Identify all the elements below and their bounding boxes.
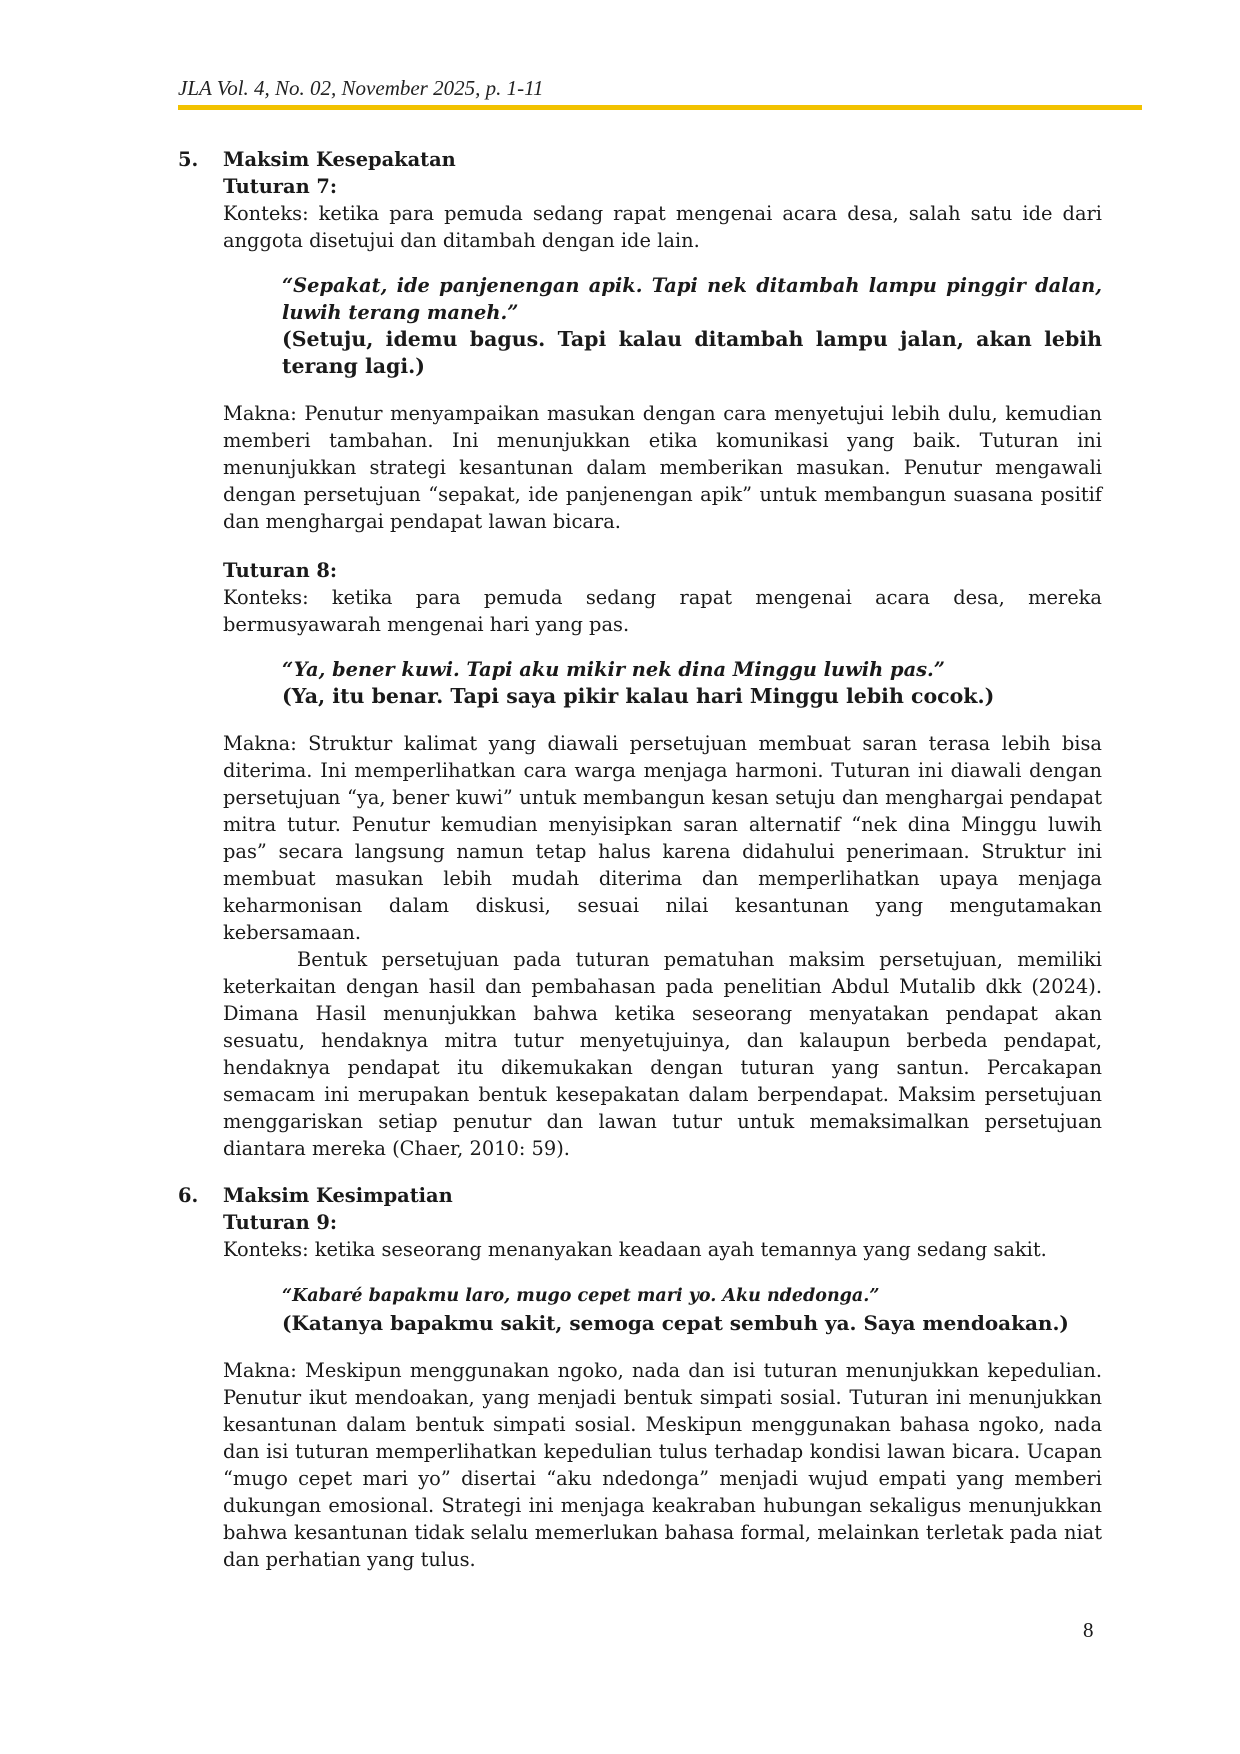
quote-block [282, 272, 1102, 380]
section-number: 5. [178, 148, 199, 171]
context-paragraph: Konteks: ketika seseorang menanyakan keadaan ayah temannya yang sedang sakit. [223, 1238, 1047, 1261]
context-paragraph: Konteks: ketika para pemuda sedang rapat mengenai acara desa, salah satu ide dari anggota disetujui dan ditambah dengan ide lain. [223, 202, 1102, 252]
section-title: Maksim Kesimpatian [223, 1184, 453, 1207]
quote-block [282, 656, 1102, 710]
javanese-quote: “Kabaré bapakmu laro, mugo cepet mari yo. Aku ndedonga.” [282, 1286, 880, 1306]
section-body [223, 146, 1102, 1162]
utterance-label: Tuturan 7: [223, 175, 338, 198]
utterance-label: Tuturan 9: [223, 1211, 338, 1234]
section-5 [178, 146, 1102, 1162]
header-rule [178, 105, 1142, 110]
section-number: 6. [178, 1184, 199, 1207]
meaning-paragraph: Makna: Meskipun menggunakan ngoko, nada dan isi tuturan menunjukkan kepedulian. Penutur ikut mendoakan, yang menjadi bentuk simpati sosial. Tuturan ini menunjukkan kesantunan dalam bentuk simpati sosial. Meskipun menggunakan bahasa ngoko, nada dan isi tuturan memperlihatkan kepedulian tulus terhadap kondisi lawan bicara. Ucapan “mugo cepet mari yo” disertai “aku ndedonga” menjadi wujud empati yang memberi dukungan emosional. Strategi ini menjaga keakraban hubungan sekaligus menunjukkan bahwa kesantunan tidak selalu memerlukan bahasa formal, melainkan terletak pada niat dan perhatian yang tulus. [223, 1359, 1102, 1571]
quote-translation: (Setuju, idemu bagus. Tapi kalau ditambah lampu jalan, akan lebih terang lagi.) [282, 327, 1102, 378]
running-head: JLA Vol. 4, No. 02, November 2025, p. 1-11 [178, 76, 544, 100]
quote-translation: (Ya, itu benar. Tapi saya pikir kalau hari Minggu lebih cocok.) [282, 684, 995, 708]
javanese-quote: “Ya, bener kuwi. Tapi aku mikir nek dina Minggu luwih pas.” [282, 658, 945, 681]
page-number: 8 [1083, 1618, 1094, 1642]
meaning-paragraph: Makna: Penutur menyampaikan masukan dengan cara menyetujui lebih dulu, kemudian memberi tambahan. Ini menunjukkan etika komunikasi yang baik. Tuturan ini menunjukkan strategi kesantunan dalam memberikan masukan. Penutur mengawali dengan persetujuan “sepakat, ide panjenengan apik” untuk membangun suasana positif dan menghargai pendapat lawan bicara. [223, 402, 1102, 533]
quote-block [282, 1283, 1102, 1337]
section-body [223, 1182, 1102, 1573]
discussion-paragraph: Bentuk persetujuan pada tuturan pematuhan maksim persetujuan, memiliki keterkaitan dengan hasil dan pembahasan pada penelitian Abdul Mutalib dkk (2024). Dimana Hasil menunjukkan bahwa ketika seseorang menyatakan pendapat akan sesuatu, hendaknya mitra tutur menyetujuinya, dan kalaupun berbeda pendapat, hendaknya pendapat itu dikemukakan dengan tuturan yang santun. Percakapan semacam ini merupakan bentuk kesepakatan dalam berpendapat. Maksim persetujuan menggariskan setiap penutur dan lawan tutur untuk memaksimalkan persetujuan diantara mereka (Chaer, 2010: 59). [223, 948, 1102, 1160]
utterance-label: Tuturan 8: [223, 559, 338, 582]
quote-translation: (Katanya bapakmu sakit, semoga cepat sembuh ya. Saya mendoakan.) [282, 1311, 1069, 1335]
page-body [178, 146, 1102, 1573]
meaning-paragraph: Makna: Struktur kalimat yang diawali persetujuan membuat saran terasa lebih bisa diterima. Ini memperlihatkan cara warga menjaga harmoni. Tuturan ini diawali dengan persetujuan “ya, bener kuwi” untuk membangun kesan setuju dan menghargai pendapat mitra tutur. Penutur kemudian menyisipkan saran alternatif “nek dina Minggu luwih pas” secara langsung namun tetap halus karena didahului penerimaan. Struktur ini membuat masukan lebih mudah diterima dan memperlihatkan upaya menjaga keharmonisan dalam diskusi, sesuai nilai kesantunan yang mengutamakan kebersamaan. [223, 732, 1102, 944]
javanese-quote: “Sepakat, ide panjenengan apik. Tapi nek ditambah lampu pinggir dalan, luwih terang maneh.” [282, 274, 1102, 324]
section-6 [178, 1182, 1102, 1573]
context-paragraph: Konteks: ketika para pemuda sedang rapat mengenai acara desa, mereka bermusyawarah mengenai hari yang pas. [223, 586, 1102, 636]
section-title: Maksim Kesepakatan [223, 148, 456, 171]
